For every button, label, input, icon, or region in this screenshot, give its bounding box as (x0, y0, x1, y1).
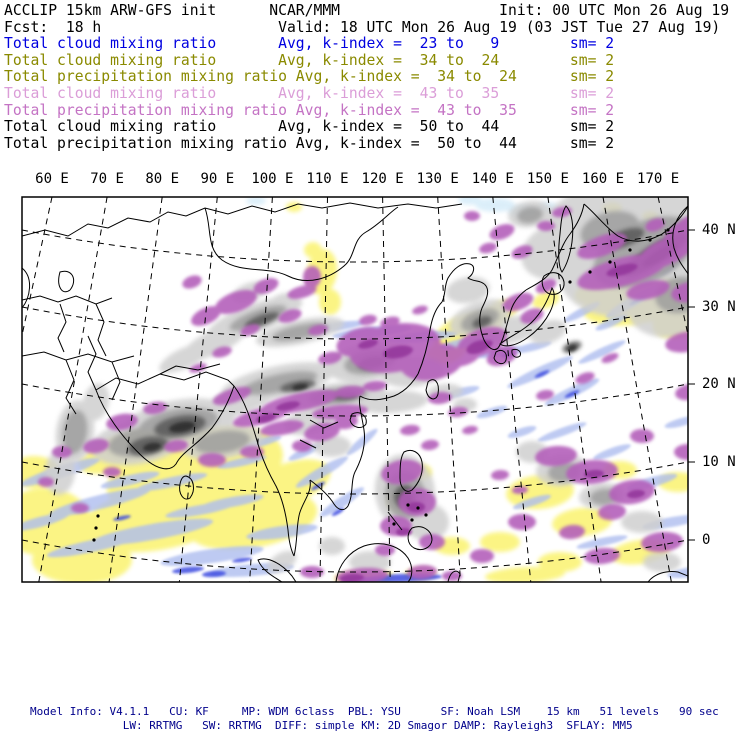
shading-blob (319, 289, 341, 315)
lon-tick-label: 100 E (251, 171, 294, 187)
lat-tick-label: 0 (702, 532, 711, 548)
island-dot (406, 503, 409, 506)
shading-blob (407, 502, 425, 512)
legend-line: Total cloud mixing ratio Avg, k-index = 23 to 9 sm= 2 (4, 35, 615, 53)
island-dot (588, 270, 591, 273)
plot-title-line: ACCLIP 15km ARW-GFS init NCAR/MMM Init: 00 UTC Mon 26 Aug 19 (4, 2, 730, 19)
shading-blob (476, 403, 509, 420)
lon-tick-label: 60 E (35, 171, 69, 187)
legend-line: Total cloud mixing ratio Avg, k-index = 50 to 44 sm= 2 (4, 118, 615, 136)
island-dot (568, 280, 571, 283)
shading-blob (506, 424, 537, 441)
island-dot (648, 238, 651, 241)
legend-line: Total cloud mixing ratio Avg, k-index = 34 to 24 sm= 2 (4, 51, 615, 69)
shading-blob (508, 514, 536, 530)
plot-title-line: Fcst: 18 h Valid: 18 UTC Mon 26 Aug 19 (03 JST Tue 27 Aug 19) (4, 18, 721, 36)
coastline-path (88, 336, 96, 390)
island-dot (666, 228, 669, 231)
shading-blob (38, 477, 54, 487)
map-clipped-content (0, 171, 740, 585)
coastline-path (22, 296, 112, 304)
lat-tick-label: 40 N (702, 222, 736, 238)
shading-blob (461, 425, 478, 436)
shading-blob (71, 503, 89, 513)
lon-tick-label: 130 E (416, 171, 459, 187)
island-dot (424, 513, 427, 516)
shading-blob (630, 429, 654, 443)
island-dot (92, 538, 95, 541)
shading-blob (592, 441, 632, 462)
island-dot (416, 506, 419, 509)
shading-blob (577, 337, 628, 366)
shading-blob (491, 469, 510, 481)
shading-blob (246, 197, 266, 205)
lon-tick-label: 90 E (200, 171, 235, 187)
shading-blob (480, 532, 520, 552)
island-dot (94, 526, 97, 529)
shading-blob (181, 273, 204, 291)
shading-blob (399, 424, 420, 437)
shading-blob (487, 221, 516, 243)
legend-line: Total precipitation mixing ratio Avg, k-index = 34 to 24 sm= 2 (4, 68, 615, 86)
shading-blob (198, 453, 226, 467)
shading-blob (420, 439, 439, 451)
shading-blob (621, 511, 663, 533)
shading-blob (317, 484, 366, 521)
shading-blob (470, 549, 494, 563)
island-dot (96, 514, 99, 517)
shading-blob (103, 467, 121, 477)
coastline-path (112, 362, 120, 400)
lon-tick-label: 140 E (471, 171, 514, 187)
island-dot (628, 248, 631, 251)
coastline-path (22, 268, 30, 308)
lon-tick-label: 170 E (637, 171, 680, 187)
legend-line: Total precipitation mixing ratio Avg, k-index = 43 to 35 sm= 2 (4, 101, 615, 119)
model-info-line: Model Info: V4.1.1 CU: KF MP: WDM 6class PBL: YSU SF: Noah LSM 15 km 51 levels 90 sec (30, 705, 719, 718)
shading-blob (674, 382, 706, 403)
island-dot (608, 260, 611, 263)
legend-line: Total precipitation mixing ratio Avg, k-index = 50 to 44 sm= 2 (4, 134, 615, 152)
lon-tick-label: 70 E (90, 171, 124, 187)
legend-line: Total cloud mixing ratio Avg, k-index = 43 to 35 sm= 2 (4, 84, 615, 102)
lat-tick-label: 30 N (702, 299, 736, 315)
shading-blob (304, 242, 322, 258)
model-info-footer (30, 705, 719, 732)
coastline-path (58, 304, 66, 352)
coastline-path (205, 207, 398, 281)
lon-tick-label: 160 E (581, 171, 625, 187)
model-info-line: LW: RRTMG SW: RRTMG DIFF: simple KM: 2D Smagor DAMP: Rayleigh3 SFLAY: MM5 (30, 718, 633, 732)
shading-blob (643, 552, 681, 572)
shading-blob (664, 413, 701, 430)
lat-tick-label: 10 N (702, 454, 736, 470)
shading-blob (292, 440, 312, 452)
lon-tick-label: 120 E (361, 171, 404, 187)
lat-tick-label: 20 N (702, 376, 736, 392)
coastline-path (59, 271, 74, 292)
island-dot (410, 518, 413, 521)
island-dot (392, 522, 395, 525)
lon-tick-label: 110 E (306, 171, 349, 187)
coastline-path (96, 304, 106, 356)
shading-blob (411, 304, 429, 316)
lon-tick-label: 80 E (145, 171, 180, 187)
shading-blob (537, 221, 555, 231)
shading-blob (505, 352, 574, 391)
shading-blob (478, 241, 498, 255)
lon-tick-label: 150 E (526, 171, 569, 187)
shading-blob (464, 211, 480, 221)
shading-blob (172, 565, 204, 574)
shading-blob (536, 419, 588, 444)
shading-blob (319, 537, 345, 555)
